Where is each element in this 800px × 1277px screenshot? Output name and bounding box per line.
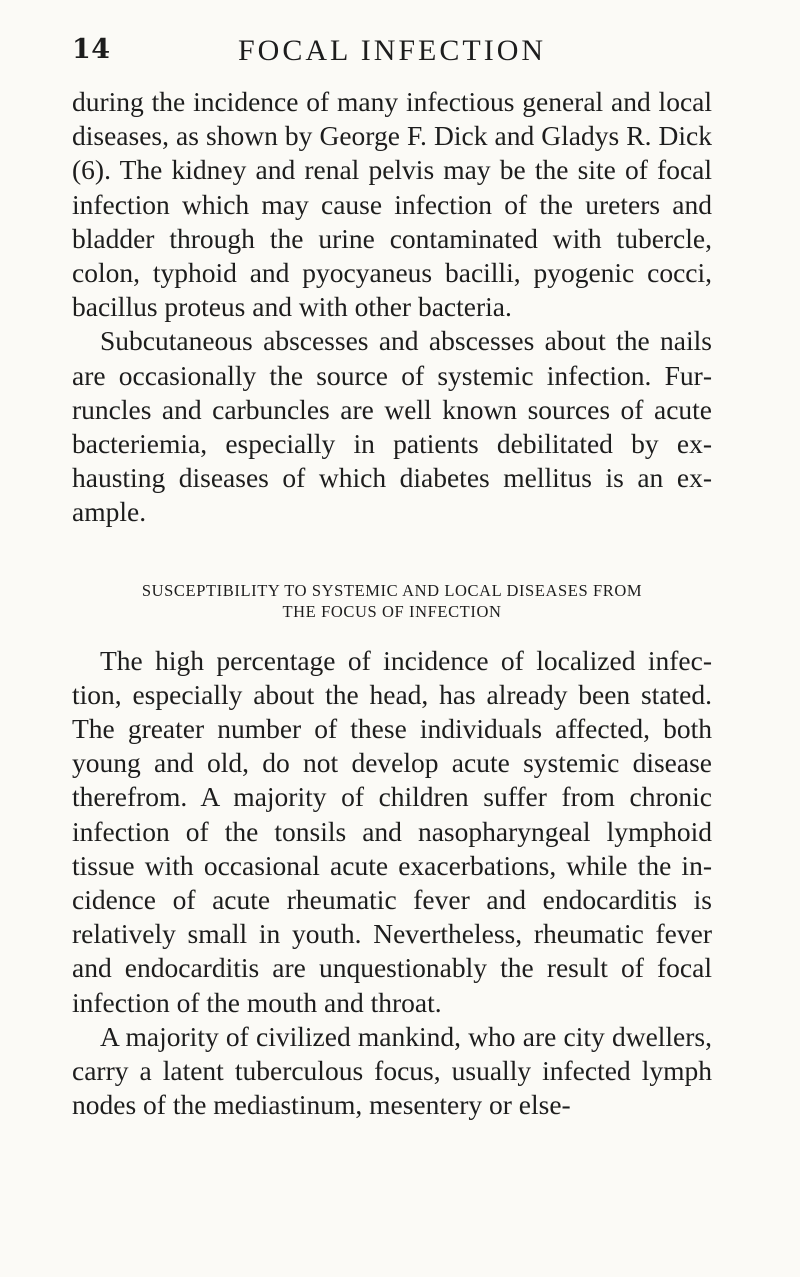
section-heading-line-1: SUSCEPTIBILITY TO SYSTEMIC AND LOCAL DISEASES FROM [141, 580, 643, 600]
body-text [72, 85, 712, 1122]
running-head [72, 34, 712, 74]
section-heading [72, 580, 712, 622]
paragraph-abscesses: Subcutaneous abscesses and abscesses about the nails are occasionally the source of systemic infection. Furruncles and carbuncles are well known sources of acute bacteriemia, especially in patients debilitated by exhausting diseases of which diabetes mellitus is an example. [72, 325, 712, 528]
paragraph-high-percentage: The high percentage of incidence of localized infection, especially about the head, has already been stated. The greater number of these individuals affected, both young and old, do not develop acute systemic disease therefrom. A majority of children suffer from chronic infection of the tonsils and nasopharyngeal lymphoid tissue with occasional acute exacerbations, while the incidence of acute rheumatic fever and endocarditis is relatively small in youth. Nevertheless, rheumatic fever and endocarditis are unquestionably the result of focal infection of the mouth and throat. [72, 644, 712, 1018]
paragraph-continued: during the incidence of many infectious general and local diseases, as shown by George F. Dick and Gladys R. Dick (6). The kidney and renal pelvis may be the site of focal infection which may cause infection of the ureters and bladder through the urine contaminated with tubercle, colon, typhoid and pyocyaneus bacilli, pyogenic cocci, bacillus proteus and with other bacteria. [72, 86, 712, 323]
running-title: FOCAL INFECTION [237, 34, 547, 67]
section-heading-line-2: THE FOCUS OF INFECTION [282, 601, 502, 621]
page-number: 14 [72, 34, 111, 65]
paragraph-civilized-mankind: A majority of civilized mankind, who are city dwellers, carry a latent tuberculous focus, usually infected lymph nodes of the mediastinum, mesentery or else- [72, 1020, 712, 1121]
